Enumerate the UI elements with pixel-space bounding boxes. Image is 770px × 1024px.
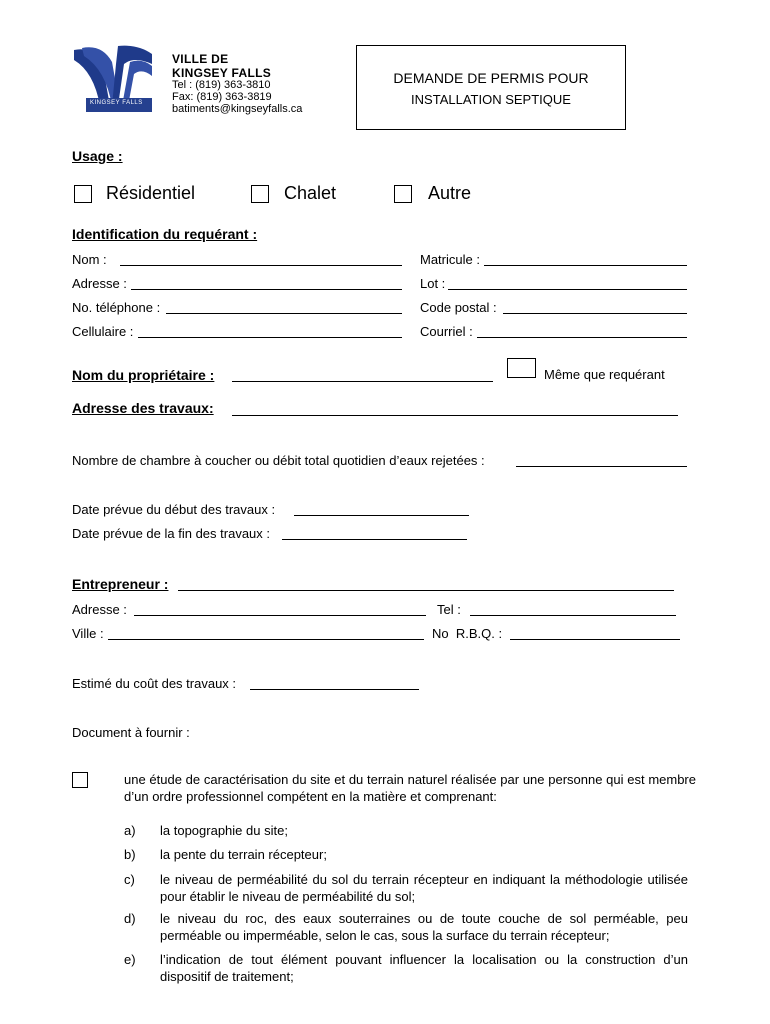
cout-label: Estimé du coût des travaux : (72, 676, 237, 691)
checkbox-autre[interactable] (394, 185, 412, 203)
field-entrepreneur-adresse[interactable] (134, 615, 426, 616)
entrepreneur-adresse-label: Adresse : (72, 602, 127, 617)
field-label-adresse: Adresse : (72, 276, 127, 291)
field-courriel[interactable] (477, 337, 687, 338)
item-c-letter: c) (124, 872, 135, 887)
field-cout[interactable] (250, 689, 419, 690)
fax-number: Fax: (819) 363-3819 (172, 91, 272, 103)
adresse-travaux-label: Adresse des travaux: (72, 400, 214, 416)
field-label-lot: Lot : (420, 276, 446, 291)
item-a-letter: a) (124, 823, 136, 838)
item-d-text: le niveau du roc, des eaux souterraines ou de toute couche de sol perméable, peu perméable ou imperméable, selon le cas, sous la surface du terrain récepteur; (160, 911, 688, 943)
field-entrepreneur[interactable] (178, 590, 674, 591)
chambres-label: Nombre de chambre à coucher ou débit total quotidien d’eaux rejetées : (72, 453, 485, 468)
field-entrepreneur-ville[interactable] (108, 639, 424, 640)
field-label-code-postal: Code postal : (420, 300, 497, 315)
logo-text: KINGSEY FALLS (90, 100, 143, 106)
field-label-matricule: Matricule : (420, 252, 480, 267)
date-debut-label: Date prévue du début des travaux : (72, 502, 276, 517)
city-info (172, 52, 302, 115)
field-date-fin[interactable] (282, 539, 467, 540)
field-nom[interactable] (120, 265, 402, 266)
option-autre: Autre (428, 183, 472, 203)
usage-heading: Usage : (72, 148, 123, 164)
etude-text: une étude de caractérisation du site et du terrain naturel réalisée par une personne qui est membre d’un ordre professionnel compétent en la matière et comprenant: (124, 772, 696, 804)
field-label-courriel: Courriel : (420, 324, 473, 339)
option-chalet: Chalet (284, 183, 337, 203)
checkbox-chalet[interactable] (251, 185, 269, 203)
field-telephone[interactable] (166, 313, 402, 314)
item-e-text: l’indication de tout élément pouvant influencer la localisation ou la construction d’un dispositif de traitement; (160, 952, 688, 984)
entrepreneur-tel-label: Tel : (437, 602, 461, 617)
title-box (356, 45, 626, 130)
field-chambres[interactable] (516, 466, 687, 467)
checkbox-meme-que-requerant[interactable] (507, 358, 536, 378)
item-a-text: la topographie du site; (160, 823, 288, 838)
logo (72, 44, 154, 118)
documents-label: Document à fournir : (72, 725, 190, 740)
field-date-debut[interactable] (294, 515, 469, 516)
checkbox-residentiel[interactable] (74, 185, 92, 203)
item-c-text: le niveau de perméabilité du sol du terrain récepteur en indiquant la méthodologie utilisée pour établir le niveau de perméabilité du sol; (160, 872, 688, 904)
option-residentiel: Résidentiel (106, 183, 196, 203)
field-adresse-travaux[interactable] (232, 415, 678, 416)
field-label-nom: Nom : (72, 252, 107, 267)
requerant-heading: Identification du requérant : (72, 226, 258, 242)
item-b-text: la pente du terrain récepteur; (160, 847, 327, 862)
field-matricule[interactable] (484, 265, 687, 266)
field-proprietaire[interactable] (232, 381, 493, 382)
item-b-letter: b) (124, 847, 136, 862)
field-entrepreneur-rbq[interactable] (510, 639, 680, 640)
entrepreneur-ville-label: Ville : (72, 626, 104, 641)
title-line1: DEMANDE DE PERMIS POUR (393, 70, 589, 86)
entrepreneur-rbq-label: No R.B.Q. : (432, 626, 503, 641)
checkbox-etude[interactable] (72, 772, 88, 788)
proprietaire-label: Nom du propriétaire : (72, 367, 215, 383)
field-code-postal[interactable] (503, 313, 687, 314)
phone-number: Tel : (819) 363-3810 (172, 79, 271, 91)
title-line2: INSTALLATION SEPTIQUE (411, 92, 571, 107)
field-label-cellulaire: Cellulaire : (72, 324, 134, 339)
item-e-letter: e) (124, 952, 136, 967)
date-fin-label: Date prévue de la fin des travaux : (72, 526, 271, 541)
entrepreneur-label: Entrepreneur : (72, 576, 169, 592)
email-address: batiments@kingseyfalls.ca (172, 103, 303, 115)
field-lot[interactable] (448, 289, 687, 290)
meme-que-requerant-label: Même que requérant (544, 367, 665, 382)
item-d-letter: d) (124, 911, 136, 926)
logo-graphic (72, 44, 154, 118)
city-name-line2: KINGSEY FALLS (172, 66, 272, 80)
field-entrepreneur-tel[interactable] (470, 615, 676, 616)
field-label-telephone: No. téléphone : (72, 300, 161, 315)
field-cellulaire[interactable] (138, 337, 402, 338)
city-name-line1: VILLE DE (172, 52, 229, 66)
field-adresse[interactable] (131, 289, 402, 290)
